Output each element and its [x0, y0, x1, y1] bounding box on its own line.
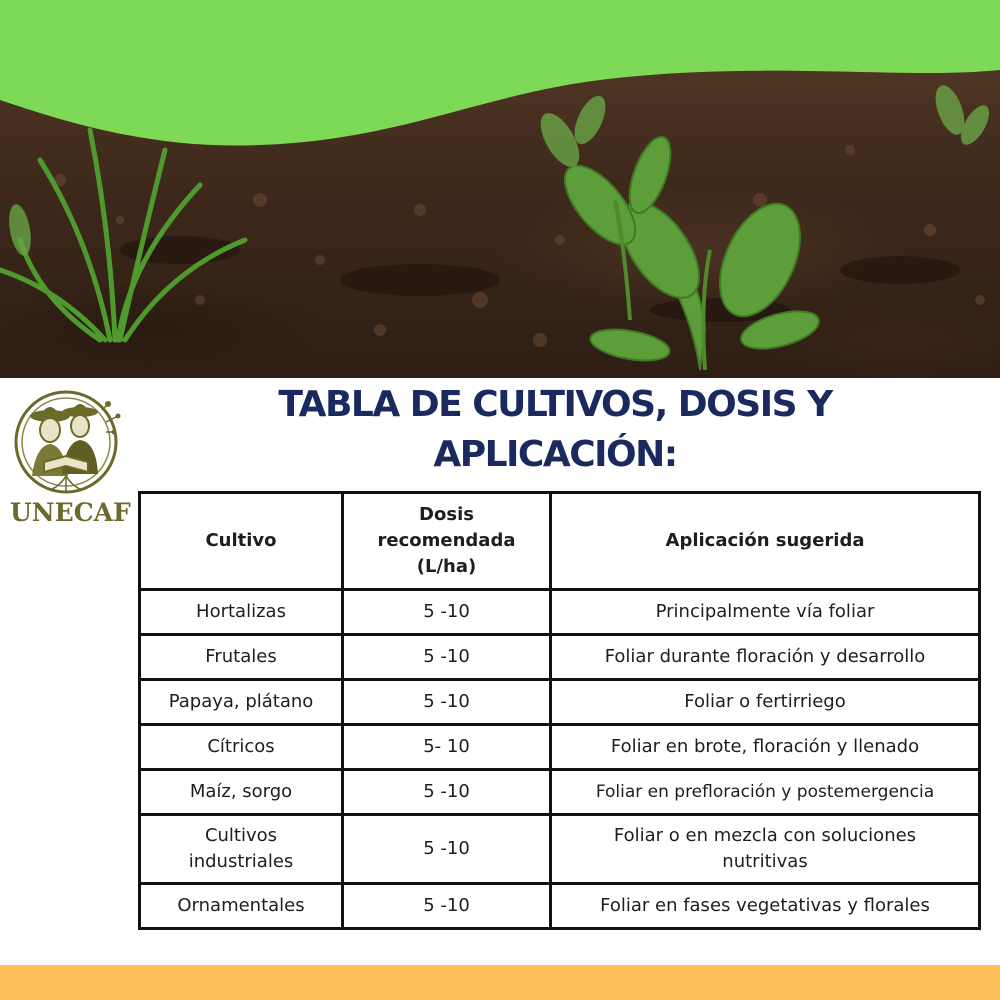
page-title: [240, 380, 870, 480]
table-row: [140, 590, 980, 635]
cell-application: Foliar en brote, floración y llenado: [551, 725, 980, 770]
table-row: [140, 635, 980, 680]
table-row: [140, 680, 980, 725]
table-row: [140, 884, 980, 929]
hero-photo: [0, 0, 1000, 378]
cell-dose: 5 -10: [343, 884, 551, 929]
table-row: [140, 815, 980, 884]
table-row: [140, 725, 980, 770]
title-line-1: TABLA DE CULTIVOS, DOSIS Y: [278, 384, 832, 425]
brand-logo: [10, 386, 130, 526]
cell-application: Foliar durante floración y desarrollo: [551, 635, 980, 680]
cell-crop: Ornamentales: [140, 884, 343, 929]
cell-dose: 5- 10: [343, 725, 551, 770]
cell-crop: Papaya, plátano: [140, 680, 343, 725]
cell-dose: 5 -10: [343, 590, 551, 635]
header-dose: Dosis recomendada (L/ha): [343, 493, 551, 590]
brand-name: UNECAF: [10, 498, 131, 527]
cell-dose: 5 -10: [343, 680, 551, 725]
header-crop: Cultivo: [140, 493, 343, 590]
cell-application: Foliar en fases vegetativas y florales: [551, 884, 980, 929]
seedling-photo: [0, 0, 1000, 378]
cell-crop: Frutales: [140, 635, 343, 680]
cell-crop: Cítricos: [140, 725, 343, 770]
green-wave: [0, 0, 1000, 146]
header-application: Aplicación sugerida: [551, 493, 980, 590]
title-line-2: APLICACIÓN:: [433, 434, 677, 475]
cell-application: Principalmente vía foliar: [551, 590, 980, 635]
bottom-bar: [0, 965, 1000, 1000]
table-row: [140, 770, 980, 815]
cell-application: Foliar o en mezcla con soluciones nutritivas: [551, 815, 980, 884]
crops-table: [138, 491, 981, 930]
cell-crop: Cultivos industriales: [140, 815, 343, 884]
table-header-row: [140, 493, 980, 590]
cell-dose: 5 -10: [343, 635, 551, 680]
cell-application: Foliar o fertirriego: [551, 680, 980, 725]
cell-crop: Hortalizas: [140, 590, 343, 635]
farmers-logo-icon: [10, 386, 130, 498]
cell-crop: Maíz, sorgo: [140, 770, 343, 815]
cell-application: Foliar en prefloración y postemergencia: [551, 770, 980, 815]
cell-dose: 5 -10: [343, 770, 551, 815]
cell-dose: 5 -10: [343, 815, 551, 884]
